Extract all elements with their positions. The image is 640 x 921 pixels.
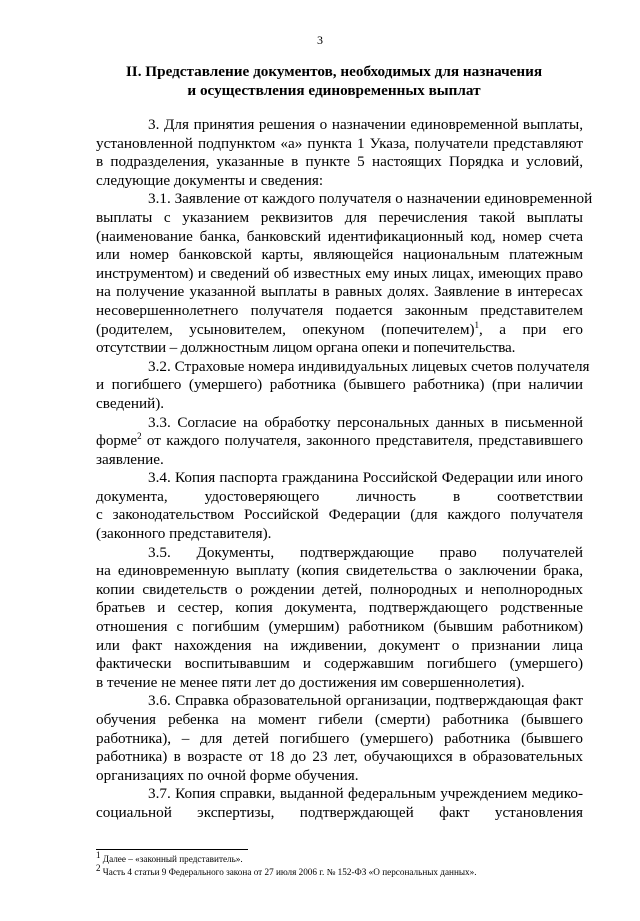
footnote-ref-2[interactable]: 2 <box>137 431 142 442</box>
line-text: (родителем, усыновителем, опекуном (попечителем) <box>96 320 475 338</box>
text-line: фактически воспитывавшим и содержавшим погибшего (умершего) <box>96 655 583 673</box>
text-line: 3. Для принятия решения о назначении единовременной выплаты, <box>148 116 583 133</box>
footnote-mark: 2 <box>96 862 101 873</box>
text-line: или факт нахождения на иждивении, документ о признании лица <box>96 636 583 654</box>
text-line: отсутствии – должностным лицом органа опеки и попечительства. <box>96 339 516 357</box>
paragraph-3-7 <box>96 785 583 822</box>
text-line: 3.4. Копия паспорта гражданина Российской Федерации или иного <box>148 469 583 487</box>
text-line: в подразделения, указанные в пункте 5 настоящих Порядка и условий, <box>96 153 583 171</box>
text-line: братьев и сестер, копия документа, подтверждающего родственные <box>96 599 583 617</box>
footnotes <box>96 849 586 879</box>
text-line-with-footnote <box>96 432 583 451</box>
text-line: или номер банковской карты, являющейся национальным платежным <box>96 246 583 264</box>
heading-line-2: и осуществления единовременных выплат <box>187 82 481 99</box>
page-number: 3 <box>317 33 323 47</box>
footnote-mark: 1 <box>96 849 101 860</box>
line-text-tail: , а при его <box>479 320 583 338</box>
heading-line-1: II. Представление документов, необходимых для назначения <box>125 63 543 80</box>
text-line: документа, удостоверяющего личность в соответствии <box>96 487 583 505</box>
paragraph-3 <box>96 116 583 190</box>
paragraph-3-5 <box>96 544 583 693</box>
paragraph-3-6 <box>96 692 583 785</box>
text-line: инструментом) и сведений об известных ему иных лицах, имеющих право <box>96 264 583 282</box>
text-line: выплаты с указанием реквизитов для перечисления такой выплаты <box>96 208 583 226</box>
footnote-text: Часть 4 статьи 9 Федерального закона от 27 июля 2006 г. № 152-ФЗ «О персональных данных». <box>100 867 477 877</box>
line-text-tail: от каждого получателя, законного представителя, представившего <box>141 432 583 450</box>
text-line: (наименование банка, банковский идентификационный код, номер счета <box>96 227 583 245</box>
text-line: обучения ребенка на момент гибели (смерти) работника (бывшего <box>96 711 583 728</box>
document-body <box>96 116 593 823</box>
text-line: работника) в возрасте от 18 до 23 лет, обучающихся в образовательных <box>96 748 583 766</box>
text-line: (законного представителя). <box>96 525 272 543</box>
text-line: несовершеннолетнего получателя подается законным представителем <box>96 301 583 319</box>
footnote-1 <box>96 849 586 866</box>
paragraph-3-2 <box>96 357 590 414</box>
paragraph-3-4 <box>96 469 583 543</box>
text-line: 3.6. Справка образовательной организации, подтверждающая факт <box>148 692 583 710</box>
text-line: следующие документы и сведения: <box>96 171 324 189</box>
text-line: 3.7. Копия справки, выданной федеральным учреждением медико- <box>148 785 583 803</box>
text-line: на получение указанной выплаты в равных долях. Заявление в интересах <box>96 283 583 301</box>
footnote-text: Далее – «законный представитель». <box>100 854 243 864</box>
text-line-with-footnote <box>96 321 583 340</box>
text-line: 3.1. Заявление от каждого получателя о назначении единовременной <box>148 190 593 208</box>
section-heading <box>96 62 572 100</box>
text-line: работника), – для детей погибшего (умершего) работника (бывшего <box>96 729 583 747</box>
text-line: на единовременную выплату (копия свидетельства о заключении брака, <box>96 562 583 580</box>
footnote-separator <box>96 849 248 850</box>
text-line: сведений). <box>96 394 165 412</box>
footnote-ref-1[interactable]: 1 <box>474 319 480 330</box>
text-line: копии свидетельств о рождении детей, полнородных и неполнородных <box>96 580 583 598</box>
paragraph-3-3 <box>96 414 583 470</box>
paragraph-3-1 <box>96 190 593 357</box>
text-line: 3.3. Согласие на обработку персональных данных в письменной <box>148 413 583 431</box>
text-line: заявление. <box>96 450 164 468</box>
text-line: и погибшего (умершего) работника (бывшего работника) (при наличии <box>96 376 583 394</box>
text-line: с законодательством Российской Федерации (для каждого получателя <box>96 506 583 524</box>
text-line: организациях по очной форме обучения. <box>96 766 359 784</box>
text-line: социальной экспертизы, подтверждающей факт установления <box>96 803 583 821</box>
text-line: 3.5. Документы, подтверждающие право получателей <box>148 543 583 561</box>
footnote-2 <box>96 862 586 879</box>
text-line: установленной подпунктом «а» пункта 1 Указа, получатели представляют <box>96 134 583 152</box>
text-line: отношения с погибшим (умершим) работником (бывшим работником) <box>96 618 583 636</box>
text-line: 3.2. Страховые номера индивидуальных лицевых счетов получателя <box>148 357 590 375</box>
line-text: форме <box>96 432 138 450</box>
text-line: в течение не менее пяти лет до достижения им совершеннолетия). <box>96 673 525 691</box>
